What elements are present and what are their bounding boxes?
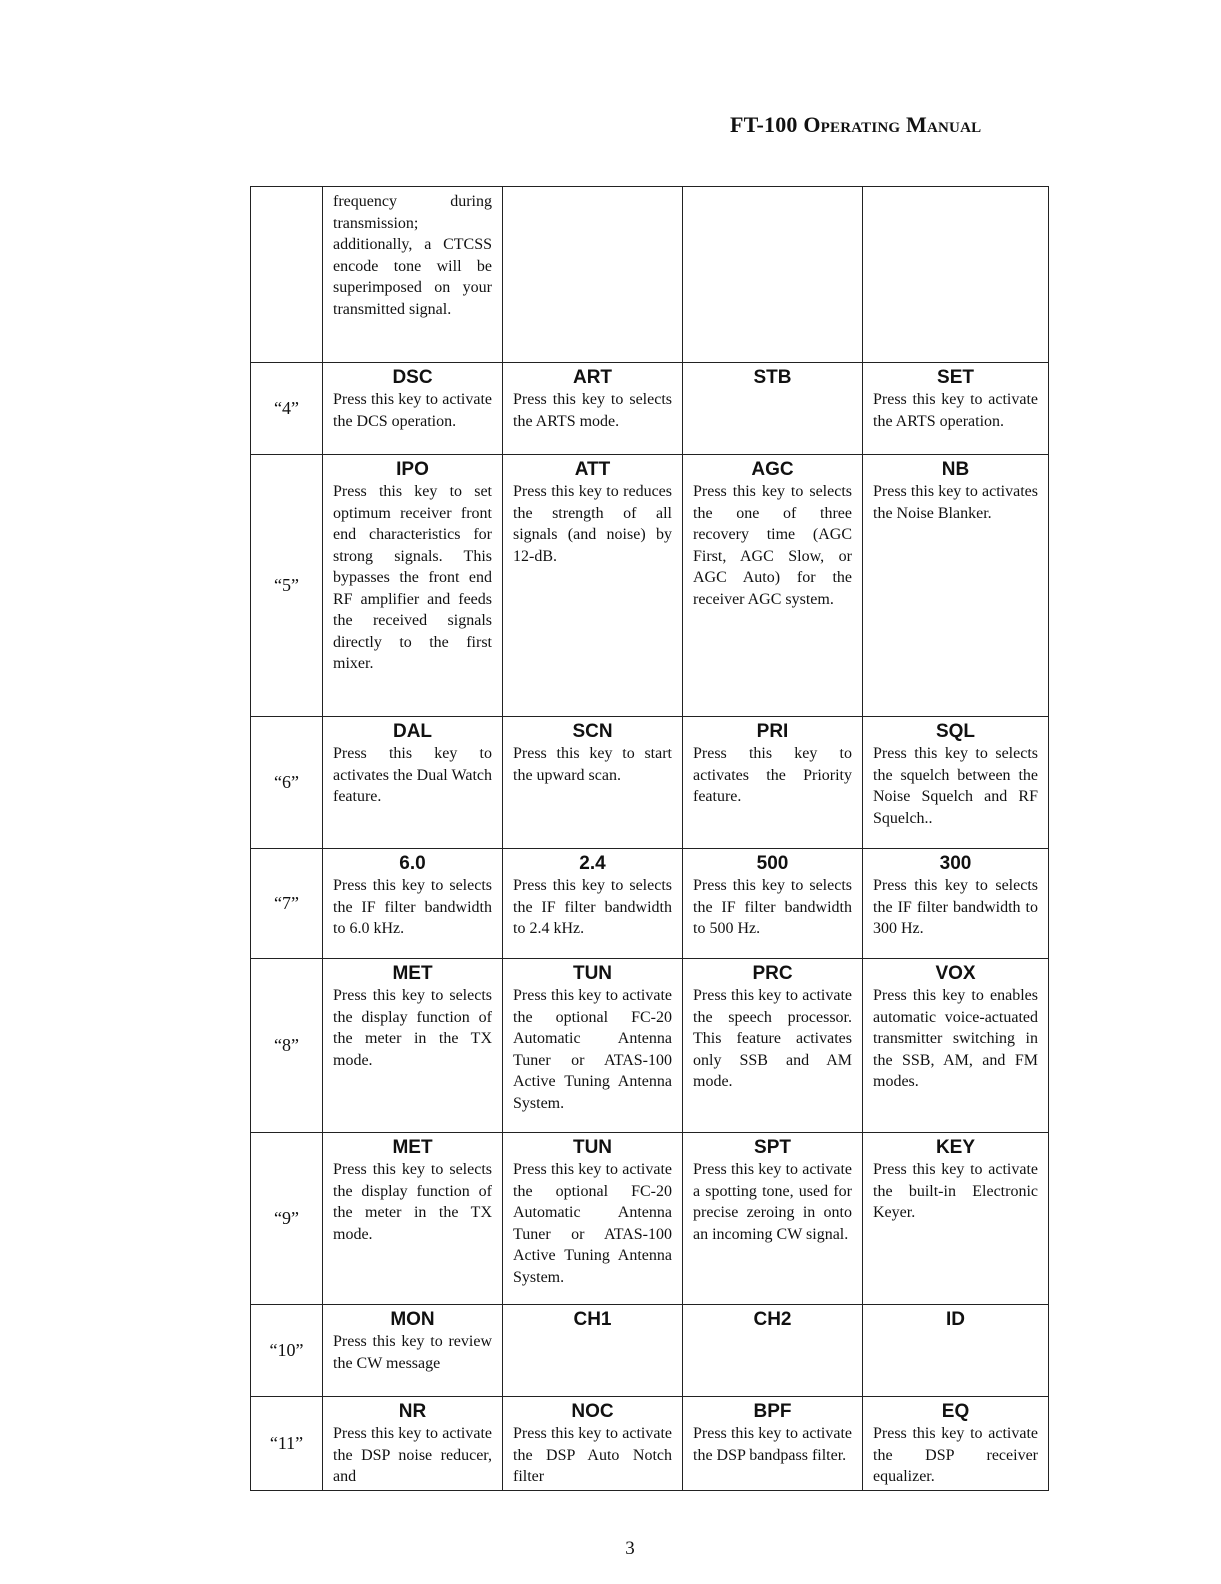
key-description: Press this key to activates the Dual Watch feature.: [333, 745, 492, 805]
key-cell: [503, 1397, 683, 1491]
key-name: NB: [941, 459, 970, 480]
key-name: ATT: [574, 459, 611, 480]
key-description: Press this key to activate the speech processor. This feature activates only SSB and AM mode.: [693, 987, 852, 1090]
key-description: Press this key to selects the one of three recovery time (AGC First, AGC Slow, or AGC Auto) for the receiver AGC system.: [693, 483, 852, 608]
key-name: 500: [756, 853, 789, 874]
table-row: [251, 1397, 1049, 1491]
row-number-cell: [251, 187, 323, 363]
key-description: Press this key to enables automatic voice-actuated transmitter switching in the SSB, AM, and FM modes.: [873, 987, 1038, 1090]
key-cell: [863, 363, 1049, 455]
row-number-cell: “11”: [251, 1397, 323, 1491]
row-number-cell: “8”: [251, 959, 323, 1133]
key-cell: [323, 849, 503, 959]
header-title-word2: Manual: [906, 112, 982, 137]
key-name: ID: [946, 1309, 965, 1330]
key-cell: [323, 455, 503, 717]
page-number: 3: [625, 1538, 635, 1559]
key-description: Press this key to selects the IF filter bandwidth to 6.0 kHz.: [333, 877, 492, 937]
key-name: 2.4: [579, 853, 606, 874]
key-name: ART: [572, 367, 613, 388]
key-cell: [863, 717, 1049, 849]
table-row: [251, 959, 1049, 1133]
key-cell: [683, 959, 863, 1133]
key-description: Press this key to review the CW message: [333, 1333, 492, 1372]
key-name: SET: [937, 367, 974, 388]
key-cell: [863, 1397, 1049, 1491]
key-name: AGC: [751, 459, 794, 480]
key-description: Press this key to start the upward scan.: [513, 745, 672, 784]
key-cell: [683, 455, 863, 717]
key-description: Press this key to selects the IF filter bandwidth to 300 Hz.: [873, 877, 1038, 937]
key-cell: [323, 1133, 503, 1305]
key-cell: [503, 849, 683, 959]
key-name: DSC: [392, 367, 433, 388]
key-cell: [503, 959, 683, 1133]
key-name: IPO: [396, 459, 429, 480]
key-cell: [323, 717, 503, 849]
key-name: NOC: [571, 1401, 614, 1422]
key-name: SCN: [572, 721, 613, 742]
key-description: Press this key to selects the squelch between the Noise Squelch and RF Squelch..: [873, 745, 1038, 827]
key-cell: [323, 959, 503, 1133]
key-name: STB: [753, 367, 792, 388]
key-description: Press this key to selects the IF filter bandwidth to 500 Hz.: [693, 877, 852, 937]
row-number-cell: “7”: [251, 849, 323, 959]
key-cell: [863, 1133, 1049, 1305]
key-name: CH2: [753, 1309, 792, 1330]
key-description: Press this key to selects the IF filter bandwidth to 2.4 kHz.: [513, 877, 672, 937]
header-title-word1: Operating: [803, 112, 901, 137]
table-row: [251, 1133, 1049, 1305]
key-cell: [863, 1305, 1049, 1397]
key-name: DAL: [392, 721, 433, 742]
key-cell: [683, 717, 863, 849]
row-number-cell: “4”: [251, 363, 323, 455]
key-cell: [863, 455, 1049, 717]
key-cell: [323, 187, 503, 363]
key-cell: [683, 187, 863, 363]
key-cell: [683, 363, 863, 455]
key-name: PRI: [756, 721, 789, 742]
row-number-cell: “5”: [251, 455, 323, 717]
key-cell: [323, 1397, 503, 1491]
key-name: CH1: [573, 1309, 612, 1330]
row-number-cell: “10”: [251, 1305, 323, 1397]
key-name: VOX: [935, 963, 976, 984]
key-name: KEY: [935, 1137, 976, 1158]
key-name: PRC: [752, 963, 793, 984]
key-cell: [503, 717, 683, 849]
table-row: [251, 849, 1049, 959]
key-name: TUN: [572, 1137, 613, 1158]
header-model: FT-100: [730, 112, 798, 137]
key-description: Press this key to selects the ARTS mode.: [513, 391, 672, 430]
key-name: MET: [392, 963, 433, 984]
key-cell: [683, 849, 863, 959]
key-name: BPF: [753, 1401, 792, 1422]
key-description: Press this key to activates the Noise Blanker.: [873, 483, 1038, 522]
key-description: Press this key to activate the optional FC-20 Automatic Antenna Tuner or ATAS-100 Active Tuning Antenna System.: [513, 1161, 672, 1286]
key-name: TUN: [572, 963, 613, 984]
table-row: [251, 363, 1049, 455]
key-cell: [503, 1305, 683, 1397]
key-description: Press this key to activate the DCS operation.: [333, 391, 492, 430]
key-description: Press this key to activate the DSP noise reducer, and: [333, 1425, 492, 1485]
key-description: Press this key to selects the display function of the meter in the TX mode.: [333, 1161, 492, 1243]
key-name: SQL: [935, 721, 976, 742]
key-cell: [503, 187, 683, 363]
key-description: Press this key to selects the display function of the meter in the TX mode.: [333, 987, 492, 1069]
key-cell: [683, 1305, 863, 1397]
key-cell: [863, 849, 1049, 959]
key-cell: [323, 1305, 503, 1397]
table-row: [251, 187, 1049, 363]
key-function-table: [250, 186, 1049, 1491]
key-cell: [863, 187, 1049, 363]
key-cell: [863, 959, 1049, 1133]
row-number-cell: “6”: [251, 717, 323, 849]
key-cell: [323, 363, 503, 455]
row-number-cell: “9”: [251, 1133, 323, 1305]
key-cell: [503, 455, 683, 717]
key-description: Press this key to activate the optional FC-20 Automatic Antenna Tuner or ATAS-100 Active Tuning Antenna System.: [513, 987, 672, 1112]
key-name: NR: [398, 1401, 427, 1422]
table-row: [251, 455, 1049, 717]
key-name: MON: [390, 1309, 435, 1330]
key-description: Press this key to activate the DSP Auto Notch filter: [513, 1425, 672, 1485]
table-row: [251, 1305, 1049, 1397]
key-cell: [503, 1133, 683, 1305]
key-name: 6.0: [399, 853, 426, 874]
key-description: Press this key to activates the Priority feature.: [693, 745, 852, 805]
key-cell: [503, 363, 683, 455]
key-description: Press this key to activate the ARTS operation.: [873, 391, 1038, 430]
key-cell: [683, 1133, 863, 1305]
key-cell: [683, 1397, 863, 1491]
key-description: frequency during transmission; additionally, a CTCSS encode tone will be superimposed on your transmitted signal.: [333, 193, 492, 318]
page-header: [730, 112, 981, 138]
table-row: [251, 717, 1049, 849]
key-description: Press this key to activate the DSP bandpass filter.: [693, 1425, 852, 1464]
key-name: SPT: [754, 1137, 791, 1158]
key-description: Press this key to activate the DSP receiver equalizer.: [873, 1425, 1038, 1485]
key-description: Press this key to activate the built-in Electronic Keyer.: [873, 1161, 1038, 1221]
key-description: Press this key to reduces the strength of all signals (and noise) by 12-dB.: [513, 483, 672, 565]
key-name: EQ: [941, 1401, 970, 1422]
key-description: Press this key to activate a spotting tone, used for precise zeroing in onto an incoming CW signal.: [693, 1161, 852, 1243]
key-name: 300: [939, 853, 972, 874]
key-name: MET: [392, 1137, 433, 1158]
key-description: Press this key to set optimum receiver front end characteristics for strong signals. This bypasses the front end RF amplifier and feeds the received signals directly to the first mixer.: [333, 483, 492, 672]
